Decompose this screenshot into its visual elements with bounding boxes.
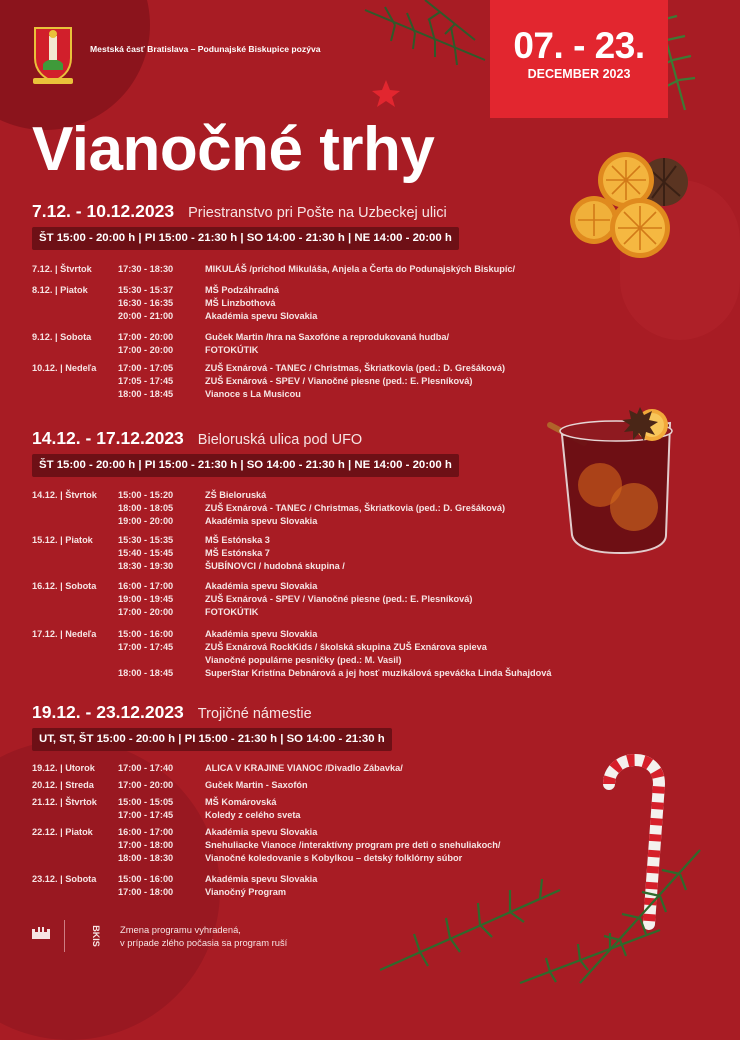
bkis-logo-icon [75,917,101,955]
schedule-row [0,284,700,297]
schedule-row [0,667,700,680]
schedule-row [0,886,700,899]
schedule-row [0,809,700,822]
coat-of-arms-icon [30,24,76,86]
schedule-time: 20:00 - 21:00 [118,311,174,321]
schedule-time: 17:00 - 17:45 [118,810,174,820]
schedule-row [0,310,700,323]
schedule-time: 18:00 - 18:30 [118,853,174,863]
schedule-row [0,873,700,886]
schedule-row [0,628,700,641]
schedule-time: 17:00 - 17:45 [118,642,174,652]
opening-hours-bar: ŠT 15:00 - 20:00 h | PI 15:00 - 21:30 h | SO 14:00 - 21:30 h | NE 14:00 - 20:00 h [32,227,459,250]
schedule-time: 16:00 - 17:00 [118,581,174,591]
schedule-row [0,839,700,852]
schedule-time: 17:00 - 20:00 [118,607,174,617]
schedule-day: 17.12. | Nedeľa [32,629,97,639]
schedule-day: 10.12. | Nedeľa [32,363,97,373]
schedule-time: 17:00 - 18:00 [118,887,174,897]
schedule-row [0,263,700,276]
schedule-time: 17:00 - 20:00 [118,332,174,342]
schedule-time: 17:00 - 17:05 [118,363,174,373]
schedule-row [0,762,700,775]
schedule-time: 18:00 - 18:05 [118,503,174,513]
schedule-event: SuperStar Kristína Debnárová a jej hosť muzikálová speváčka Linda Šuhajdová [205,668,552,678]
schedule-row [0,779,700,792]
schedule-row [0,641,700,654]
schedule-day: 16.12. | Sobota [32,581,97,591]
schedule-day: 21.12. | Štvrtok [32,797,97,807]
schedule-event: Akadémia spevu Slovakia [205,581,318,591]
schedule-event: ŠUBÍNOVCI / hudobná skupina / [205,561,345,571]
schedule-event: MŠ Komárovská [205,797,277,807]
schedule-time: 19:00 - 20:00 [118,516,174,526]
schedule-row [0,593,700,606]
schedule-event: ZUŠ Exnárová - SPEV / Vianočné piesne (ped.: E. Plesníková) [205,594,473,604]
schedule-event: Akadémia spevu Slovakia [205,516,318,526]
schedule-row [0,826,700,839]
schedule-event: FOTOKÚTIK [205,345,259,355]
schedule-row [0,534,700,547]
schedule-day: 19.12. | Utorok [32,763,95,773]
schedule-row [0,606,700,619]
schedule-event: ZŠ Bieloruská [205,490,267,500]
opening-hours-bar: UT, ST, ŠT 15:00 - 20:00 h | PI 15:00 - 21:30 h | SO 14:00 - 21:30 h [32,728,392,751]
schedule-row [0,852,700,865]
schedule-row [0,796,700,809]
schedule-event: MIKULÁŠ /príchod Mikuláša, Anjela a Čerta do Podunajských Biskupíc/ [205,264,516,274]
schedule-event: Vianočné koledovanie s Kobylkou – detský folklórny súbor [205,853,463,863]
schedule-event: MŠ Estónska 3 [205,535,270,545]
schedule-event: MŠ Estónska 7 [205,548,270,558]
opening-hours-bar: ŠT 15:00 - 20:00 h | PI 15:00 - 21:30 h | SO 14:00 - 21:30 h | NE 14:00 - 20:00 h [32,454,459,477]
schedule-row [0,331,700,344]
schedule-time: 15:30 - 15:37 [118,285,174,295]
schedule-time: 16:30 - 16:35 [118,298,174,308]
schedule-row [0,654,700,667]
schedule-event: ZUŠ Exnárová - TANEC / Christmas, Škriatkovia (ped.: D. Grešáková) [205,503,506,513]
footer-note-line: v prípade zlého počasia sa program ruší [120,937,288,948]
schedule-row [0,515,700,528]
schedule-event: Vianočný Program [205,887,287,897]
schedule-day: 20.12. | Streda [32,780,94,790]
schedule-event: Akadémia spevu Slovakia [205,827,318,837]
schedule-time: 17:00 - 18:00 [118,840,174,850]
schedule-day: 15.12. | Piatok [32,535,93,545]
schedule-event: MŠ Linzbothová [205,298,276,308]
schedule-row [0,344,700,357]
schedule-time: 17:00 - 17:40 [118,763,174,773]
schedule-event: Snehuliacke Vianoce /interaktívny program pre deti o snehuliakoch/ [205,840,501,850]
schedule-day: 8.12. | Piatok [32,285,88,295]
schedule-event: Akadémia spevu Slovakia [205,629,318,639]
section-location: Priestranstvo pri Pošte na Uzbeckej ulici [188,205,447,221]
schedule-row [0,502,700,515]
month-year: DECEMBER 2023 [527,67,631,81]
section-header [32,428,362,449]
schedule-time: 16:00 - 17:00 [118,827,174,837]
schedule-event: ZUŠ Exnárová RockKids / školská skupina ZUŠ Exnárova spieva [205,642,487,652]
orange-slices-decoration [568,148,700,258]
schedule-time: 15:00 - 16:00 [118,629,174,639]
schedule-time: 19:00 - 19:45 [118,594,174,604]
schedule-event: MŠ Podzáhradná [205,285,280,295]
organizer-text: Mestská časť Bratislava – Podunajské Biskupice pozýva [90,44,321,54]
page-title: Vianočné trhy [32,115,435,184]
schedule-row [0,297,700,310]
schedule-event: ZUŠ Exnárová - SPEV / Vianočné piesne (ped.: E. Plesníková) [205,376,473,386]
schedule-event: Guček Martin - Saxofón [205,780,308,790]
schedule-event: ALICA V KRAJINE VIANOC /Divadlo Zábavka/ [205,763,403,773]
schedule-time: 15:00 - 15:05 [118,797,174,807]
schedule-time: 17:00 - 20:00 [118,345,174,355]
section-date-range: 19.12. - 23.12.2023 [32,702,184,722]
schedule-time: 15:00 - 15:20 [118,490,174,500]
section-header [32,702,312,723]
schedule-time: 17:05 - 17:45 [118,376,174,386]
schedule-event: Akadémia spevu Slovakia [205,874,318,884]
section-header [32,201,447,222]
date-badge [490,0,668,118]
schedule-event: Koledy z celého sveta [205,810,301,820]
schedule-row [0,489,700,502]
schedule-time: 18:30 - 19:30 [118,561,174,571]
footer-divider [64,920,65,952]
castle-logo-icon [32,925,50,939]
schedule-row [0,388,700,401]
schedule-row [0,375,700,388]
schedule-event: Akadémia spevu Slovakia [205,311,318,321]
schedule-time: 15:40 - 15:45 [118,548,174,558]
schedule-time: 17:00 - 20:00 [118,780,174,790]
footer-note [120,923,287,949]
schedule-event: Vianoce s La Musicou [205,389,301,399]
section-date-range: 14.12. - 17.12.2023 [32,428,184,448]
schedule-row [0,547,700,560]
schedule-day: 23.12. | Sobota [32,874,97,884]
schedule-event: FOTOKÚTIK [205,607,259,617]
schedule-row [0,362,700,375]
section-location: Trojičné námestie [197,706,312,722]
schedule-day: 9.12. | Sobota [32,332,92,342]
schedule-row [0,580,700,593]
schedule-time: 15:00 - 16:00 [118,874,174,884]
schedule-row [0,560,700,573]
schedule-event: ZUŠ Exnárová - TANEC / Christmas, Škriatkovia (ped.: D. Grešáková) [205,363,506,373]
schedule-time: 18:00 - 18:45 [118,668,174,678]
schedule-time: 18:00 - 18:45 [118,389,174,399]
schedule-event: Vianočné populárne pesničky (ped.: M. Vasil) [205,655,402,665]
section-location: Bieloruská ulica pod UFO [197,432,363,448]
footer-note-line: Zmena programu vyhradená, [120,924,241,935]
schedule-day: 14.12. | Štvrtok [32,490,97,500]
schedule-day: 22.12. | Piatok [32,827,93,837]
schedule-event: Guček Martin /hra na Saxofóne a reprodukovaná hudba/ [205,332,450,342]
section-date-range: 7.12. - 10.12.2023 [32,201,175,221]
bkis-logo-text: BKIS [91,925,101,947]
schedule-time: 17:30 - 18:30 [118,264,174,274]
schedule-time: 15:30 - 15:35 [118,535,174,545]
date-range: 07. - 23. [513,25,645,66]
schedule-day: 7.12. | Štvrtok [32,264,92,274]
